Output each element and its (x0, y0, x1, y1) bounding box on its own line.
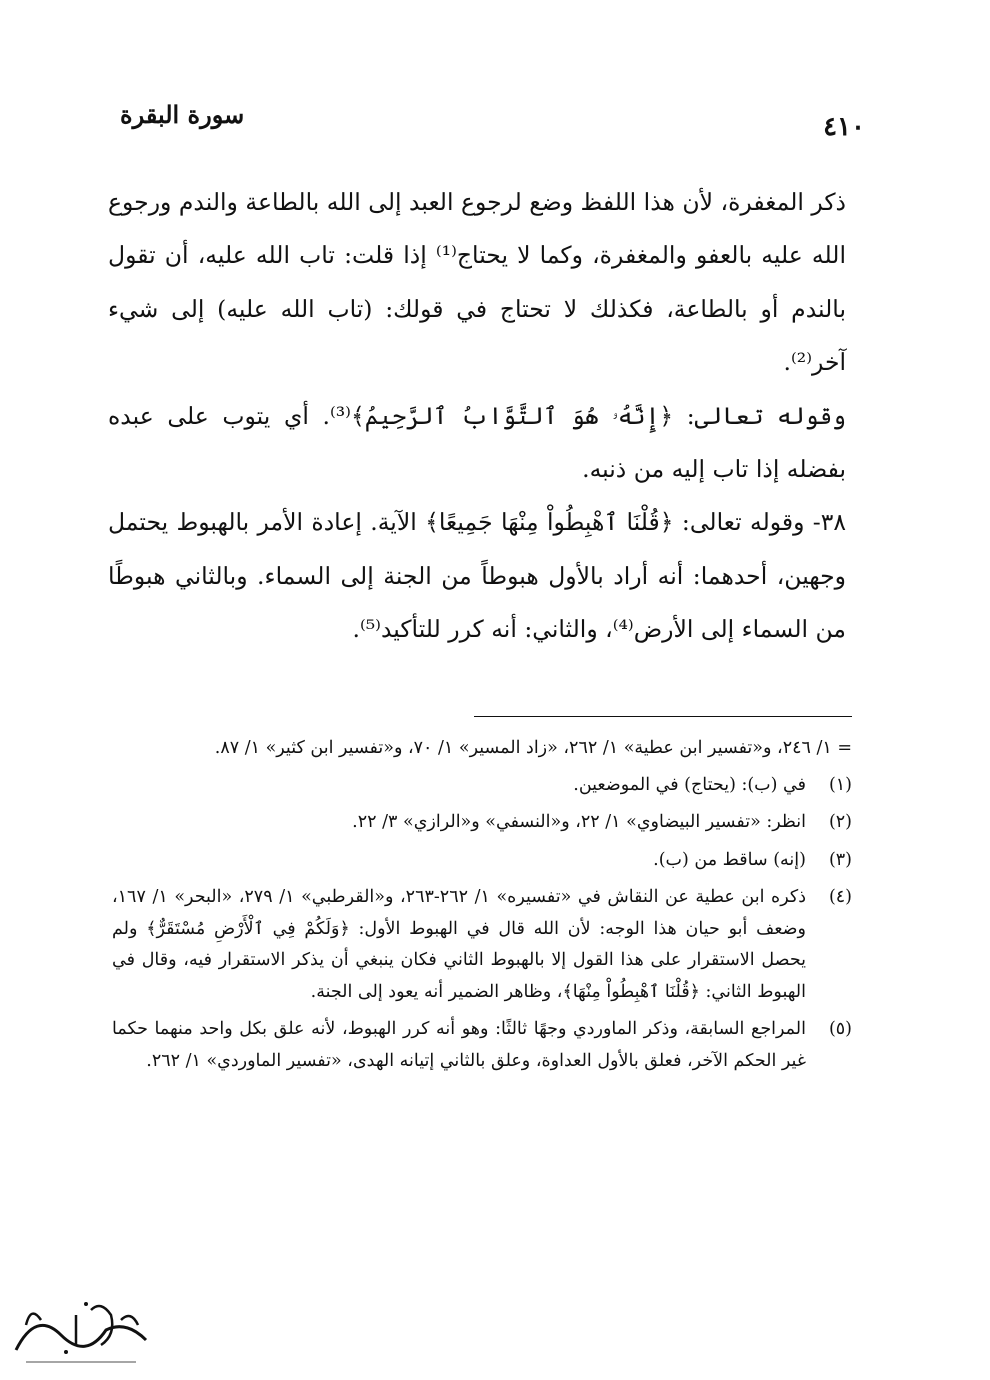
footnote (112, 882, 852, 1008)
footnote-text: (إنه) ساقط من (ب). (653, 849, 806, 870)
footnote (112, 770, 852, 802)
footnote (112, 845, 852, 877)
footnote-number: (٣) (828, 849, 852, 870)
surah-title: سورة البقرة (120, 100, 245, 129)
footnote-text: ذكره ابن عطية عن النقاش في «تفسيره» ١/ ٢٦٢-٢٦٣، و«القرطبي» ١/ ٢٧٩، «البحر» ١/ ١٦٧، وضعف أبو حيان هذا الوجه: لأن الله قال في الهبوط الأول: ﴿وَلَكُمْ فِي ٱلْأَرْضِ مُسْتَقَرٌّ﴾ ولم يحصل الاستقرار على هذا القول إلا بالهبوط الثاني فكان ينبغي أن يذكر الاستقرار فيه، وقال في الهبوط الثاني: ﴿قُلْنَا ٱهْبِطُواْ مِنْهَا﴾، وظاهر الضمير أنه يعود إلى الجنة. (112, 887, 806, 1002)
page-number: ٤١٠ (823, 112, 865, 142)
footnote-number: (٤) (828, 887, 852, 907)
footnote-number: (٢) (828, 812, 852, 832)
paragraph: وقوله تعالى: ﴿إِنَّهُۥ هُوَ ٱلتَّوَّابُ ٱلرَّحِيمُ﴾⁽³⁾. أي يتوب على عبده بفضله إذا تاب إليه من ذنبه. (108, 401, 846, 484)
footnote-number: (٥) (828, 1019, 852, 1039)
footnote-continuation: = ١/ ٢٤٦، و«تفسير ابن عطية» ١/ ٢٦٢، «زاد المسير» ١/ ٧٠، و«تفسير ابن كثير» ١/ ٨٧. (214, 738, 852, 758)
main-text (108, 176, 846, 657)
footnote (112, 807, 852, 839)
footnote-text: المراجع السابقة، وذكر الماوردي وجهًا ثالثًا: وهو أنه كرر الهبوط، لأنه علق بكل واحد منهما حكما غير الحكم الآخر، فعلق بالأول العداوة، وعلق بالثاني إتيانه الهدى، «تفسير الماوردي» ١/ ٢٦٢. (112, 1019, 806, 1071)
footnote-number: (١) (828, 774, 852, 795)
footnote-separator (474, 716, 852, 717)
paragraph: ذكر المغفرة، لأن هذا اللفظ وضع لرجوع العبد إلى الله بالطاعة والندم ورجوع الله عليه بالعفو والمغفرة، وكما لا يحتاج⁽¹⁾ إذا قلت: تاب الله عليه، أن تقول بالندم أو بالطاعة، فكذلك لا تحتاج في قولك: (تاب الله عليه) إلى شيء آخر⁽²⁾. (108, 188, 847, 377)
footnote-text: في (ب): (يحتاج) في الموضعين. (573, 774, 806, 795)
paragraph: ٣٨- وقوله تعالى: ﴿قُلْنَا ٱهْبِطُواْ مِنْهَا جَمِيعًا﴾ الآية. إعادة الأمر بالهبوط يحتمل وجهين، أحدهما: أنه أراد بالأول هبوطاً من الجنة إلى السماء. وبالثاني هبوطًا من السماء إلى الأرض⁽⁴⁾، والثاني: أنه كرر للتأكيد⁽⁵⁾. (108, 508, 846, 644)
footnotes (112, 733, 852, 1083)
publisher-logo (6, 1290, 156, 1370)
footnote-text: انظر: «تفسير البيضاوي» ١/ ٢٢، و«النسفي» و«الرازي» ٣/ ٢٢. (352, 812, 806, 832)
footnote (112, 1014, 852, 1077)
